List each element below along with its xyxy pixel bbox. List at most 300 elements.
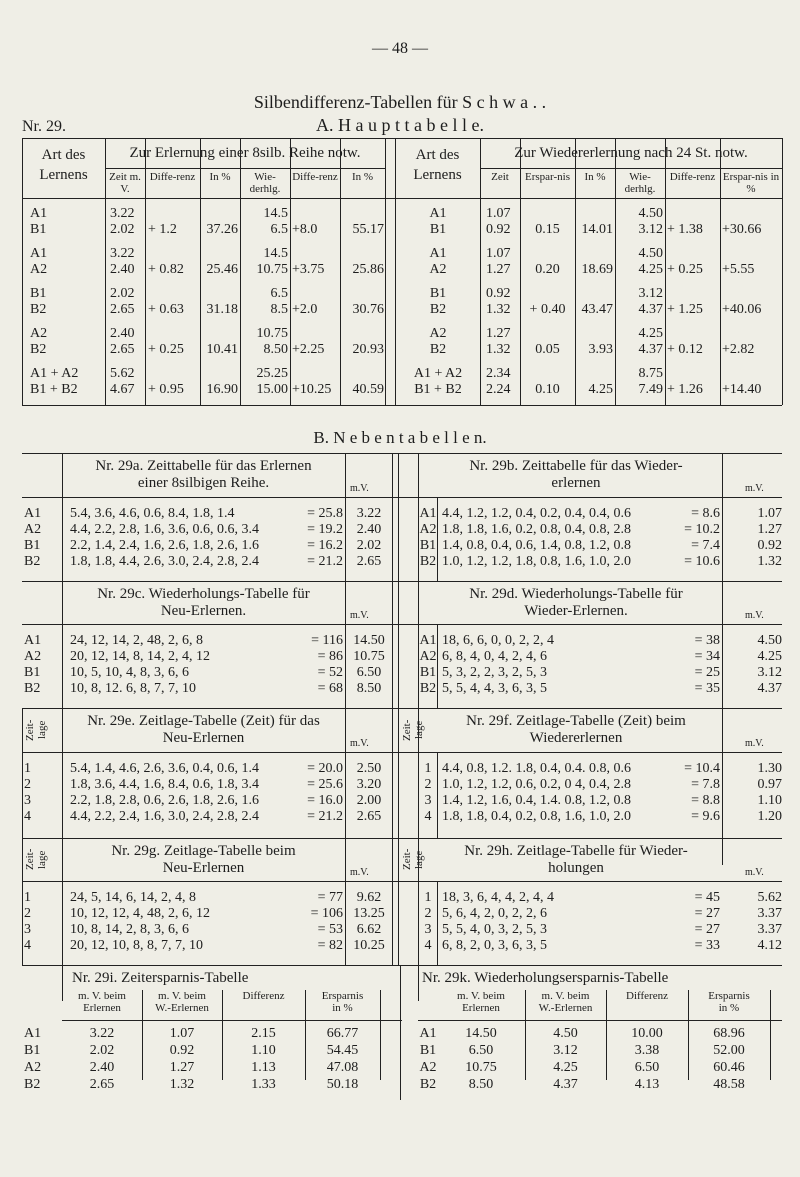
time-value: 1.07 [486, 246, 511, 261]
row-label: A1 [30, 206, 48, 221]
column-header: Diffe-renz [149, 171, 196, 183]
percent-value: 3.93 [588, 342, 613, 357]
row-sum: = 45 [694, 890, 720, 905]
row-label: A1 [30, 246, 48, 261]
row-sum: = 106 [310, 906, 343, 921]
row-sum: = 33 [694, 938, 720, 953]
subtable-title: Nr. 29b. Zeittabelle für das Wieder- erlernen [469, 458, 683, 491]
row-sum: = 19.2 [307, 522, 343, 537]
difference-value: + 1.25 [667, 302, 703, 317]
value-cell: 14.50 [465, 1026, 497, 1041]
mv-value: 8.50 [356, 681, 382, 696]
row-sum: = 34 [694, 649, 720, 664]
row-label: A1 + A2 [413, 366, 463, 381]
zeitlage-label: Zeit-lage [401, 719, 425, 741]
value-sequence: 1.4, 1.2, 1.6, 0.4, 1.4. 0.8, 1.2, 0.8 [442, 793, 631, 808]
mv-value: 2.65 [356, 554, 382, 569]
rule-line [22, 405, 782, 406]
column-header: Ersparnis in % [708, 990, 750, 1014]
percent-value: 4.25 [588, 382, 613, 397]
value-cell: 4.25 [553, 1060, 578, 1075]
zeitlage-label: Zeit-lage [24, 719, 48, 741]
value-cell: 66.77 [326, 1026, 359, 1041]
row-label: 2 [424, 906, 432, 921]
mv-value: 1.27 [757, 522, 782, 537]
column-header: Differenz [242, 990, 285, 1002]
value-sequence: 5, 5, 4, 0, 3, 2, 5, 3 [442, 922, 547, 937]
wiederholung-value: 8.5 [270, 302, 288, 317]
row-sum: = 77 [317, 890, 343, 905]
wiederholung-value: 10.75 [256, 326, 288, 341]
value-cell: 1.32 [169, 1077, 195, 1092]
row-label: A2 [24, 649, 42, 664]
row-sum: = 116 [311, 633, 343, 648]
mv-header: m.V. [350, 738, 369, 749]
row-label: 1 [424, 890, 432, 905]
column-header: Diffe-renz [669, 171, 716, 183]
row-label: 4 [24, 938, 31, 953]
mv-value: 3.22 [356, 506, 382, 521]
column-header: Differenz [626, 990, 668, 1002]
row-label: 3 [24, 922, 31, 937]
value-cell: 1.13 [251, 1060, 276, 1075]
percent-value: 25.46 [206, 262, 238, 277]
value-sequence: 1.0, 1.2, 1.2, 0.6, 0.2, 0 4, 0.4, 2.8 [442, 777, 631, 792]
row-label: 4 [424, 938, 432, 953]
mv-value: 3.12 [757, 665, 782, 680]
row-label: A2 [24, 1060, 42, 1075]
row-sum: = 25.8 [307, 506, 343, 521]
mv-value: 1.32 [757, 554, 782, 569]
mv-value: 10.75 [353, 649, 385, 664]
row-label: 1 [424, 761, 432, 776]
row-label: B1 [30, 222, 47, 237]
row-label: B1 [429, 222, 447, 237]
row-sum: = 86 [317, 649, 343, 664]
difference-value: + 0.25 [148, 342, 184, 357]
rule-line [105, 168, 385, 169]
rule-line [392, 838, 393, 965]
value-cell: 2.65 [89, 1077, 115, 1092]
time-value: 2.40 [110, 326, 135, 341]
value-cell: 2.02 [89, 1043, 115, 1058]
difference-value: + 1.26 [667, 382, 703, 397]
time-value: 2.02 [110, 286, 135, 301]
row-label: 3 [24, 793, 31, 808]
time-value: 2.02 [110, 222, 135, 237]
wiederholung-value: 6.5 [270, 222, 288, 237]
row-label: A1 [429, 206, 447, 221]
value-cell: 1.27 [169, 1060, 195, 1075]
wiederholung-value: 4.50 [638, 206, 663, 221]
row-sum: = 35 [694, 681, 720, 696]
main-table-title: A. H a u p t t a b e l l e. [316, 115, 484, 135]
row-label: A1 [419, 506, 437, 521]
percent-value: 37.26 [206, 222, 238, 237]
wiederholung-value: 14.5 [263, 206, 288, 221]
row-sum: = 38 [694, 633, 720, 648]
mv-value: 6.62 [356, 922, 382, 937]
lernens-header: Lernens [413, 167, 462, 183]
page-number: — 48 — [372, 40, 428, 57]
column-header: Wie-derhlg. [624, 171, 656, 195]
column-header: Zeit m. V. [109, 171, 141, 195]
rule-line [22, 752, 782, 753]
time-value: 2.34 [486, 366, 511, 381]
row-label: B2 [24, 681, 41, 696]
value-cell: 50.18 [326, 1077, 359, 1092]
ersparnis-percent-value: +14.40 [722, 382, 762, 397]
mv-value: 9.62 [356, 890, 382, 905]
row-label: B1 [30, 286, 47, 301]
rule-line [392, 453, 393, 581]
time-value: 1.27 [486, 262, 511, 277]
rule-line [782, 138, 783, 405]
value-sequence: 5.4, 1.4, 4.6, 2.6, 3.6, 0.4, 0.6, 1.4 [70, 761, 259, 776]
wiederholung-value: 8.50 [263, 342, 288, 357]
rule-line [22, 838, 782, 839]
row-label: A2 [419, 649, 437, 664]
row-label: A1 + A2 [30, 366, 79, 381]
ersparnis-value: 0.15 [535, 222, 560, 237]
value-sequence: 10, 5, 10, 4, 8, 3, 6, 6 [70, 665, 189, 680]
row-label: 1 [24, 761, 31, 776]
value-sequence: 18, 3, 6, 4, 4, 2, 4, 4 [442, 890, 554, 905]
wiederholung-value: 15.00 [256, 382, 288, 397]
row-label: A1 [419, 1026, 437, 1041]
wiederholung-value: 4.37 [638, 342, 663, 357]
group-header-wiedererlernung: Zur Wiedererlernung nach 24 St. notw. [514, 145, 748, 161]
difference-value: + 1.38 [667, 222, 703, 237]
row-label: A2 [429, 326, 447, 341]
subtable-title: Nr. 29d. Wiederholungs-Tabelle für Wieder-Erlernen. [469, 586, 683, 619]
rule-line [418, 965, 782, 966]
value-sequence: 6, 8, 4, 0, 4, 2, 4, 6 [442, 649, 547, 664]
ersparnis-value: 0.20 [535, 262, 560, 277]
mv-value: 4.25 [757, 649, 782, 664]
mv-value: 4.37 [757, 681, 782, 696]
art-des-header: Art des [41, 147, 86, 163]
column-header: In % [351, 171, 374, 183]
wiederholung-value: 25.25 [256, 366, 288, 381]
rule-line [22, 708, 782, 709]
wiederholung-value: 10.75 [256, 262, 288, 277]
mv-header: m.V. [745, 483, 764, 494]
mv-value: 2.50 [356, 761, 382, 776]
percent-value: 55.17 [352, 222, 384, 237]
sub-tables-title: B. N e b e n t a b e l l e n. [313, 428, 487, 447]
column-header: Ersparnis in % [321, 990, 364, 1014]
mv-value: 1.30 [757, 761, 782, 776]
value-cell: 10.75 [465, 1060, 497, 1075]
value-sequence: 5, 5, 4, 4, 3, 6, 3, 5 [442, 681, 547, 696]
percent-value: 20.93 [352, 342, 384, 357]
row-label: B2 [429, 302, 447, 317]
wiederholung-value: 4.25 [638, 262, 663, 277]
percent-value: 10.41 [206, 342, 238, 357]
row-label: A1 [419, 633, 437, 648]
subtable-title: Nr. 29e. Zeitlage-Tabelle (Zeit) für das Neu-Erlernen [87, 713, 320, 746]
value-sequence: 5, 6, 4, 2, 0, 2, 2, 6 [442, 906, 547, 921]
percent-value: 25.86 [352, 262, 384, 277]
row-sum: = 9.6 [691, 809, 720, 824]
mv-header: m.V. [745, 738, 764, 749]
value-cell: 2.40 [89, 1060, 115, 1075]
column-header: m. V. beim Erlernen [457, 990, 505, 1014]
row-label: B1 [24, 1043, 41, 1058]
mv-header: m.V. [350, 483, 369, 494]
row-sum: = 8.8 [691, 793, 720, 808]
difference-value: +2.0 [292, 302, 318, 317]
value-sequence: 24, 5, 14, 6, 14, 2, 4, 8 [70, 890, 196, 905]
row-sum: = 27 [694, 922, 720, 937]
column-header: In % [584, 171, 606, 183]
row-label: B2 [429, 342, 447, 357]
row-label: 4 [424, 809, 432, 824]
ersparnis-value: + 0.40 [529, 302, 566, 317]
row-sum: = 21.2 [307, 809, 343, 824]
column-header: Zeit [491, 171, 509, 183]
rule-line [398, 453, 399, 581]
rule-line [398, 708, 399, 838]
mv-value: 0.97 [757, 777, 782, 792]
row-label: 1 [24, 890, 31, 905]
row-sum: = 16.0 [307, 793, 343, 808]
time-value: 2.65 [110, 342, 135, 357]
mv-value: 2.65 [356, 809, 382, 824]
zeitlage-label: Zeit-lage [24, 848, 48, 871]
value-cell: 10.00 [631, 1026, 663, 1041]
wiederholung-value: 3.12 [638, 222, 663, 237]
value-cell: 68.96 [713, 1026, 745, 1041]
time-value: 2.65 [110, 302, 135, 317]
rule-line [22, 497, 782, 498]
row-label: B1 [24, 665, 41, 680]
value-sequence: 4.4, 2.2, 2.4, 1.6, 3.0, 2.4, 2.8, 2.4 [70, 809, 259, 824]
value-cell: 8.50 [468, 1077, 494, 1092]
row-label: A2 [429, 262, 447, 277]
value-sequence: 18, 6, 6, 0, 0, 2, 2, 4 [442, 633, 554, 648]
mv-value: 1.10 [757, 793, 782, 808]
mv-value: 1.20 [757, 809, 782, 824]
rule-line [722, 453, 723, 865]
value-sequence: 20, 12, 14, 8, 14, 2, 4, 12 [70, 649, 210, 664]
value-sequence: 1.8, 1.8, 1.6, 0.2, 0.8, 0.4, 0.8, 2.8 [442, 522, 631, 537]
rule-line [400, 965, 401, 1100]
rule-line [22, 881, 782, 882]
percent-value: 14.01 [581, 222, 613, 237]
mv-value: 2.00 [356, 793, 382, 808]
difference-value: +2.25 [292, 342, 325, 357]
rule-line [480, 168, 782, 169]
mv-value: 3.20 [356, 777, 382, 792]
value-cell: 48.58 [713, 1077, 745, 1092]
rule-line [380, 990, 381, 1080]
mv-header: m.V. [350, 610, 369, 621]
rule-line [22, 453, 782, 454]
value-cell: 3.22 [89, 1026, 115, 1041]
ersparnis-percent-value: +40.06 [722, 302, 762, 317]
value-cell: 1.07 [169, 1026, 195, 1041]
subtable-title: Nr. 29f. Zeitlage-Tabelle (Zeit) beim Wiedererlernen [466, 713, 686, 746]
rule-line [22, 138, 782, 139]
row-sum: = 82 [317, 938, 343, 953]
value-sequence: 2.2, 1.4, 2.4, 1.6, 2.6, 1.8, 2.6, 1.6 [70, 538, 259, 553]
row-sum: = 25.6 [307, 777, 343, 792]
value-sequence: 4.4, 1.2, 1.2, 0.4, 0.2, 0.4, 0.4, 0.6 [442, 506, 631, 521]
value-cell: 4.37 [553, 1077, 578, 1092]
difference-value: + 0.25 [667, 262, 703, 277]
value-sequence: 24, 12, 14, 2, 48, 2, 6, 8 [70, 633, 203, 648]
mv-value: 2.40 [356, 522, 382, 537]
row-label: 2 [24, 906, 31, 921]
time-value: 5.62 [110, 366, 135, 381]
rule-line [385, 138, 386, 405]
row-sum: = 10.4 [684, 761, 720, 776]
row-label: A2 [24, 522, 42, 537]
value-sequence: 10, 8, 14, 2, 8, 3, 6, 6 [70, 922, 189, 937]
value-cell: 1.33 [251, 1077, 276, 1092]
wiederholung-value: 8.75 [638, 366, 663, 381]
rule-line [62, 1020, 402, 1021]
rule-line [22, 838, 23, 965]
ersparnis-percent-value: +2.82 [722, 342, 755, 357]
column-header: In % [209, 171, 231, 183]
subtable-title: Nr. 29g. Zeitlage-Tabelle beim Neu-Erlernen [111, 843, 296, 876]
value-cell: 6.50 [468, 1043, 494, 1058]
mv-header: m.V. [745, 610, 764, 621]
rule-line [22, 198, 782, 199]
value-cell: 6.50 [634, 1060, 660, 1075]
difference-value: + 0.82 [148, 262, 184, 277]
value-cell: 52.00 [713, 1043, 745, 1058]
value-sequence: 1.8, 1.8, 4.4, 2.6, 3.0, 2.4, 2.8, 2.4 [70, 554, 259, 569]
rule-line [392, 708, 393, 838]
time-value: 3.22 [110, 206, 135, 221]
value-sequence: 10, 8, 12. 6, 8, 7, 7, 10 [70, 681, 196, 696]
mv-value: 14.50 [353, 633, 385, 648]
value-sequence: 1.4, 0.8, 0.4, 0.6, 1.4, 0.8, 1.2, 0.8 [442, 538, 631, 553]
value-sequence: 5, 3, 2, 2, 3, 2, 5, 3 [442, 665, 547, 680]
mv-header: m.V. [350, 867, 369, 878]
difference-value: +10.25 [292, 382, 332, 397]
value-cell: 0.92 [169, 1043, 195, 1058]
rule-line [398, 581, 399, 708]
value-sequence: 20, 12, 10, 8, 8, 7, 7, 10 [70, 938, 203, 953]
value-sequence: 4.4, 2.2, 2.8, 1.6, 3.6, 0.6, 0.6, 3.4 [70, 522, 259, 537]
row-sum: = 21.2 [307, 554, 343, 569]
row-label: B2 [419, 681, 437, 696]
value-cell: 47.08 [326, 1060, 359, 1075]
value-sequence: 4.4, 0.8, 1.2. 1.8, 0.4, 0.4. 0.8, 0.6 [442, 761, 631, 776]
rule-line [392, 581, 393, 708]
row-label: A2 [30, 262, 48, 277]
row-label: B2 [419, 1077, 437, 1092]
row-label: B2 [24, 1077, 41, 1092]
mv-header: m.V. [745, 867, 764, 878]
difference-value: + 0.12 [667, 342, 703, 357]
mv-value: 6.50 [356, 665, 382, 680]
percent-value: 31.18 [206, 302, 238, 317]
value-sequence: 10, 12, 12, 4, 48, 2, 6, 12 [70, 906, 210, 921]
row-sum: = 8.6 [691, 506, 720, 521]
mv-value: 13.25 [353, 906, 385, 921]
value-sequence: 1.0, 1.2, 1.2, 1.8, 0.8, 1.6, 1.0, 2.0 [442, 554, 631, 569]
row-sum: = 27 [694, 906, 720, 921]
rule-line [770, 990, 771, 1080]
mv-value: 4.50 [757, 633, 782, 648]
time-value: 2.40 [110, 262, 135, 277]
value-sequence: 2.2, 1.8, 2.8, 0.6, 2.6, 1.8, 2.6, 1.6 [70, 793, 259, 808]
mv-value: 1.07 [757, 506, 782, 521]
row-sum: = 52 [317, 665, 343, 680]
value-sequence: 5.4, 3.6, 4.6, 0.6, 8.4, 1.8, 1.4 [70, 506, 235, 521]
row-label: A1 [429, 246, 447, 261]
value-sequence: 1.8, 1.8, 0.4, 0.2, 0.8, 1.6, 1.0, 2.0 [442, 809, 631, 824]
wiederholung-value: 3.12 [638, 286, 663, 301]
wiederholung-value: 4.25 [638, 326, 663, 341]
mv-value: 10.25 [353, 938, 385, 953]
wiederholung-value: 14.5 [263, 246, 288, 261]
ersparnis-value: 0.05 [535, 342, 560, 357]
difference-value: +3.75 [292, 262, 325, 277]
time-value: 4.67 [110, 382, 135, 397]
row-sum: = 7.8 [691, 777, 720, 792]
zeitlage-label: Zeit-lage [401, 848, 425, 871]
page-title: Silbendifferenz-Tabellen für S c h w a . . [253, 92, 547, 112]
row-label: A1 [24, 506, 42, 521]
percent-value: 18.69 [581, 262, 613, 277]
wiederholung-value: 4.50 [638, 246, 663, 261]
row-label: B1 [419, 538, 437, 553]
time-value: 0.92 [486, 286, 511, 301]
time-value: 1.32 [486, 342, 511, 357]
column-header: Erspar-nis [525, 171, 570, 183]
row-label: B1 [429, 286, 447, 301]
row-label: 3 [424, 793, 432, 808]
value-cell: 4.50 [553, 1026, 578, 1041]
value-cell: 54.45 [326, 1043, 359, 1058]
art-des-header: Art des [415, 147, 460, 163]
subtable-title: Nr. 29k. Wiederholungsersparnis-Tabelle [422, 970, 669, 986]
time-value: 1.32 [486, 302, 511, 317]
row-label: B2 [24, 554, 41, 569]
row-sum: = 68 [317, 681, 343, 696]
wiederholung-value: 4.37 [638, 302, 663, 317]
group-header-erlernung: Zur Erlernung einer 8silb. Reihe notw. [129, 145, 361, 161]
value-cell: 2.15 [251, 1026, 276, 1041]
row-sum: = 20.0 [307, 761, 343, 776]
mv-value: 0.92 [757, 538, 782, 553]
time-value: 1.07 [486, 206, 511, 221]
row-sum: = 16.2 [307, 538, 343, 553]
mv-value: 4.12 [757, 938, 782, 953]
value-cell: 3.38 [634, 1043, 660, 1058]
value-sequence: 1.8, 3.6, 4.4, 1.6, 8.4, 0.6, 1.8, 3.4 [70, 777, 259, 792]
column-header: Diffe-renz [292, 171, 338, 183]
column-header: m. V. beim W.-Erlernen [155, 990, 209, 1014]
subtable-title: Nr. 29a. Zeittabelle für das Erlernen einer 8silbigen Reihe. [95, 458, 312, 491]
percent-value: 30.76 [352, 302, 384, 317]
value-sequence: 6, 8, 2, 0, 3, 6, 3, 5 [442, 938, 547, 953]
row-label: B2 [30, 302, 47, 317]
rule-line [22, 581, 782, 582]
row-label: B1 + B2 [414, 382, 462, 397]
wiederholung-value: 6.5 [270, 286, 288, 301]
rule-line [418, 1020, 782, 1021]
mv-value: 2.02 [356, 538, 382, 553]
row-label: B1 [24, 538, 41, 553]
